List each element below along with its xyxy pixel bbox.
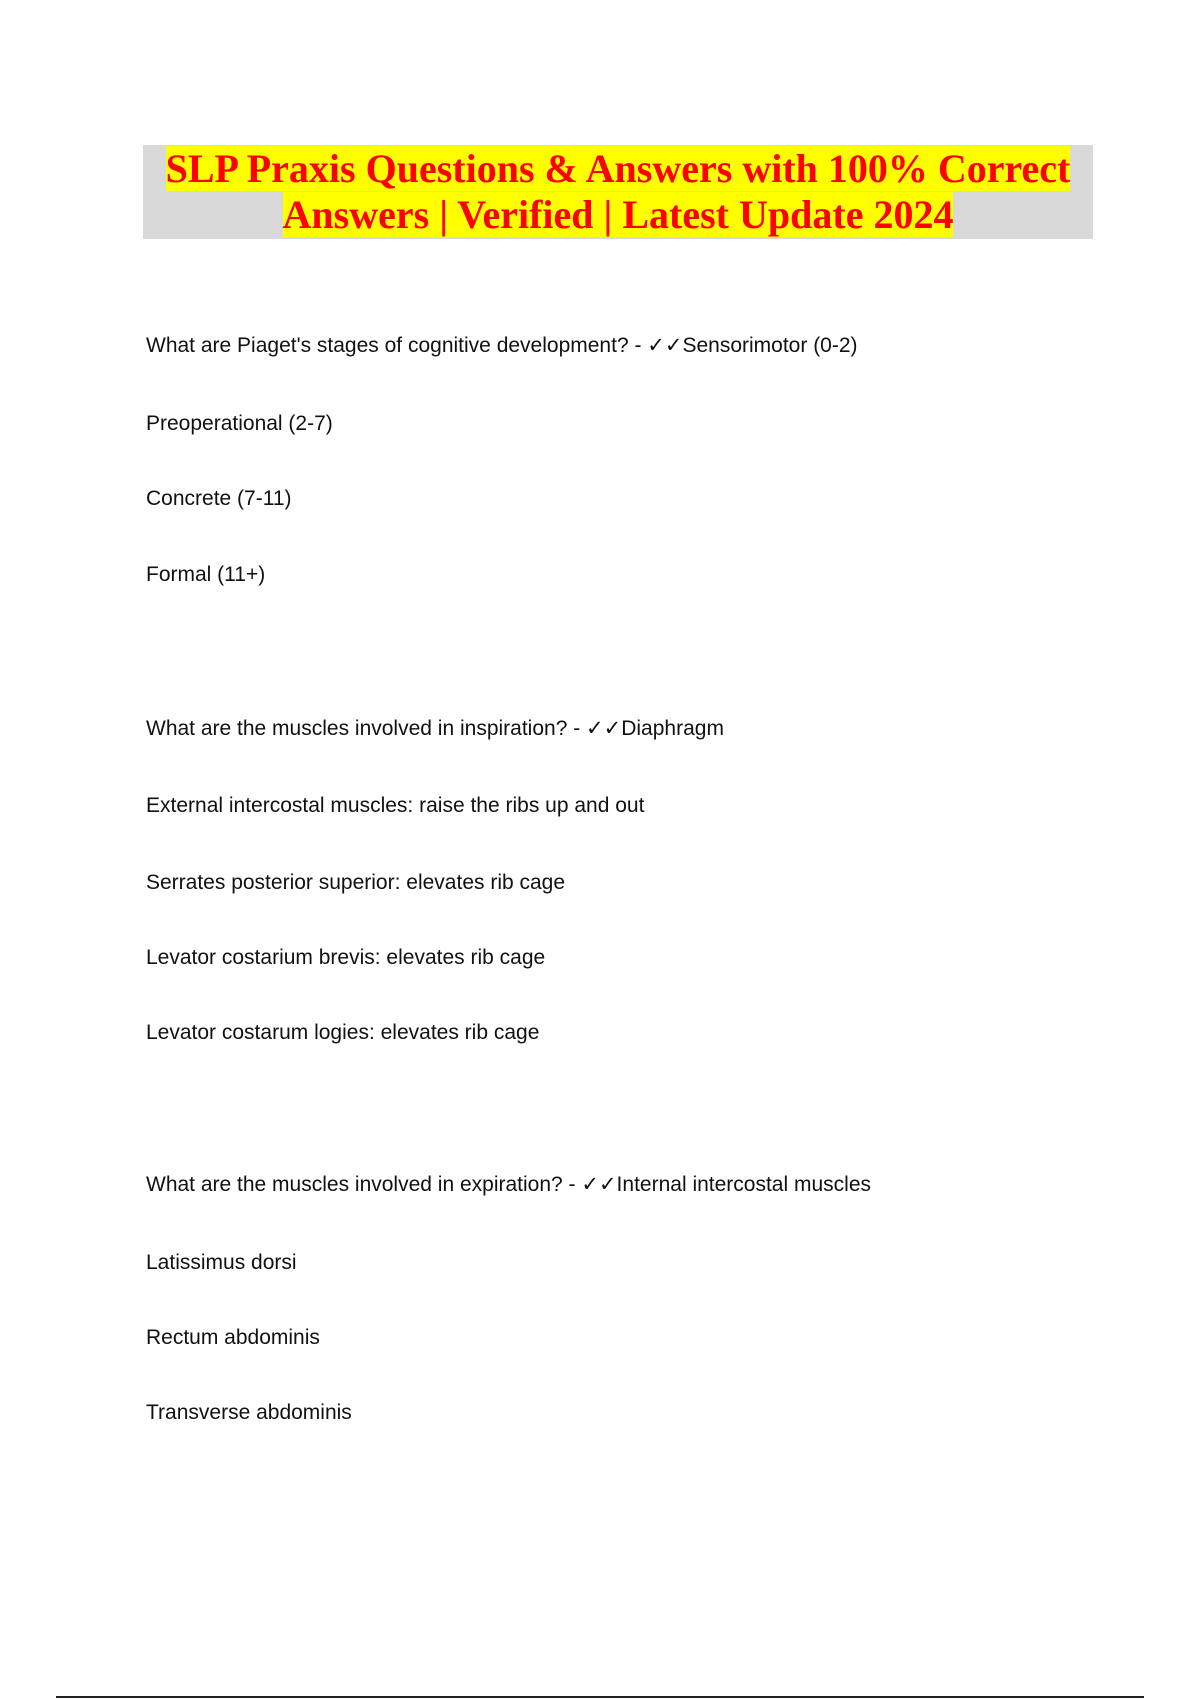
answer-line: Latissimus dorsi bbox=[146, 1251, 297, 1274]
answer-line: External intercostal muscles: raise the ribs up and out bbox=[146, 794, 645, 817]
answer-line: Rectum abdominis bbox=[146, 1326, 320, 1349]
question-expiration: What are the muscles involved in expiration? - ✓✓Internal intercostal muscles bbox=[146, 1173, 872, 1196]
answer-line: Transverse abdominis bbox=[146, 1401, 352, 1424]
document-title bbox=[143, 145, 1093, 239]
answer-line: Preoperational (2-7) bbox=[146, 412, 333, 435]
answer-line: Formal (11+) bbox=[146, 563, 266, 586]
question-piaget: What are Piaget's stages of cognitive development? - ✓✓Sensorimotor (0-2) bbox=[146, 334, 858, 357]
answer-line: Levator costarum logies: elevates rib cage bbox=[146, 1021, 540, 1044]
answer-line: Concrete (7-11) bbox=[146, 487, 292, 510]
answer-line: Serrates posterior superior: elevates rib cage bbox=[146, 871, 566, 894]
footer-rule bbox=[56, 1696, 1144, 1698]
title-line-1: SLP Praxis Questions & Answers with 100% Correct bbox=[165, 146, 1071, 191]
answer-line: Levator costarium brevis: elevates rib cage bbox=[146, 946, 546, 969]
title-line-2: Answers | Verified | Latest Update 2024 bbox=[282, 192, 954, 237]
question-inspiration: What are the muscles involved in inspiration? - ✓✓Diaphragm bbox=[146, 717, 724, 740]
